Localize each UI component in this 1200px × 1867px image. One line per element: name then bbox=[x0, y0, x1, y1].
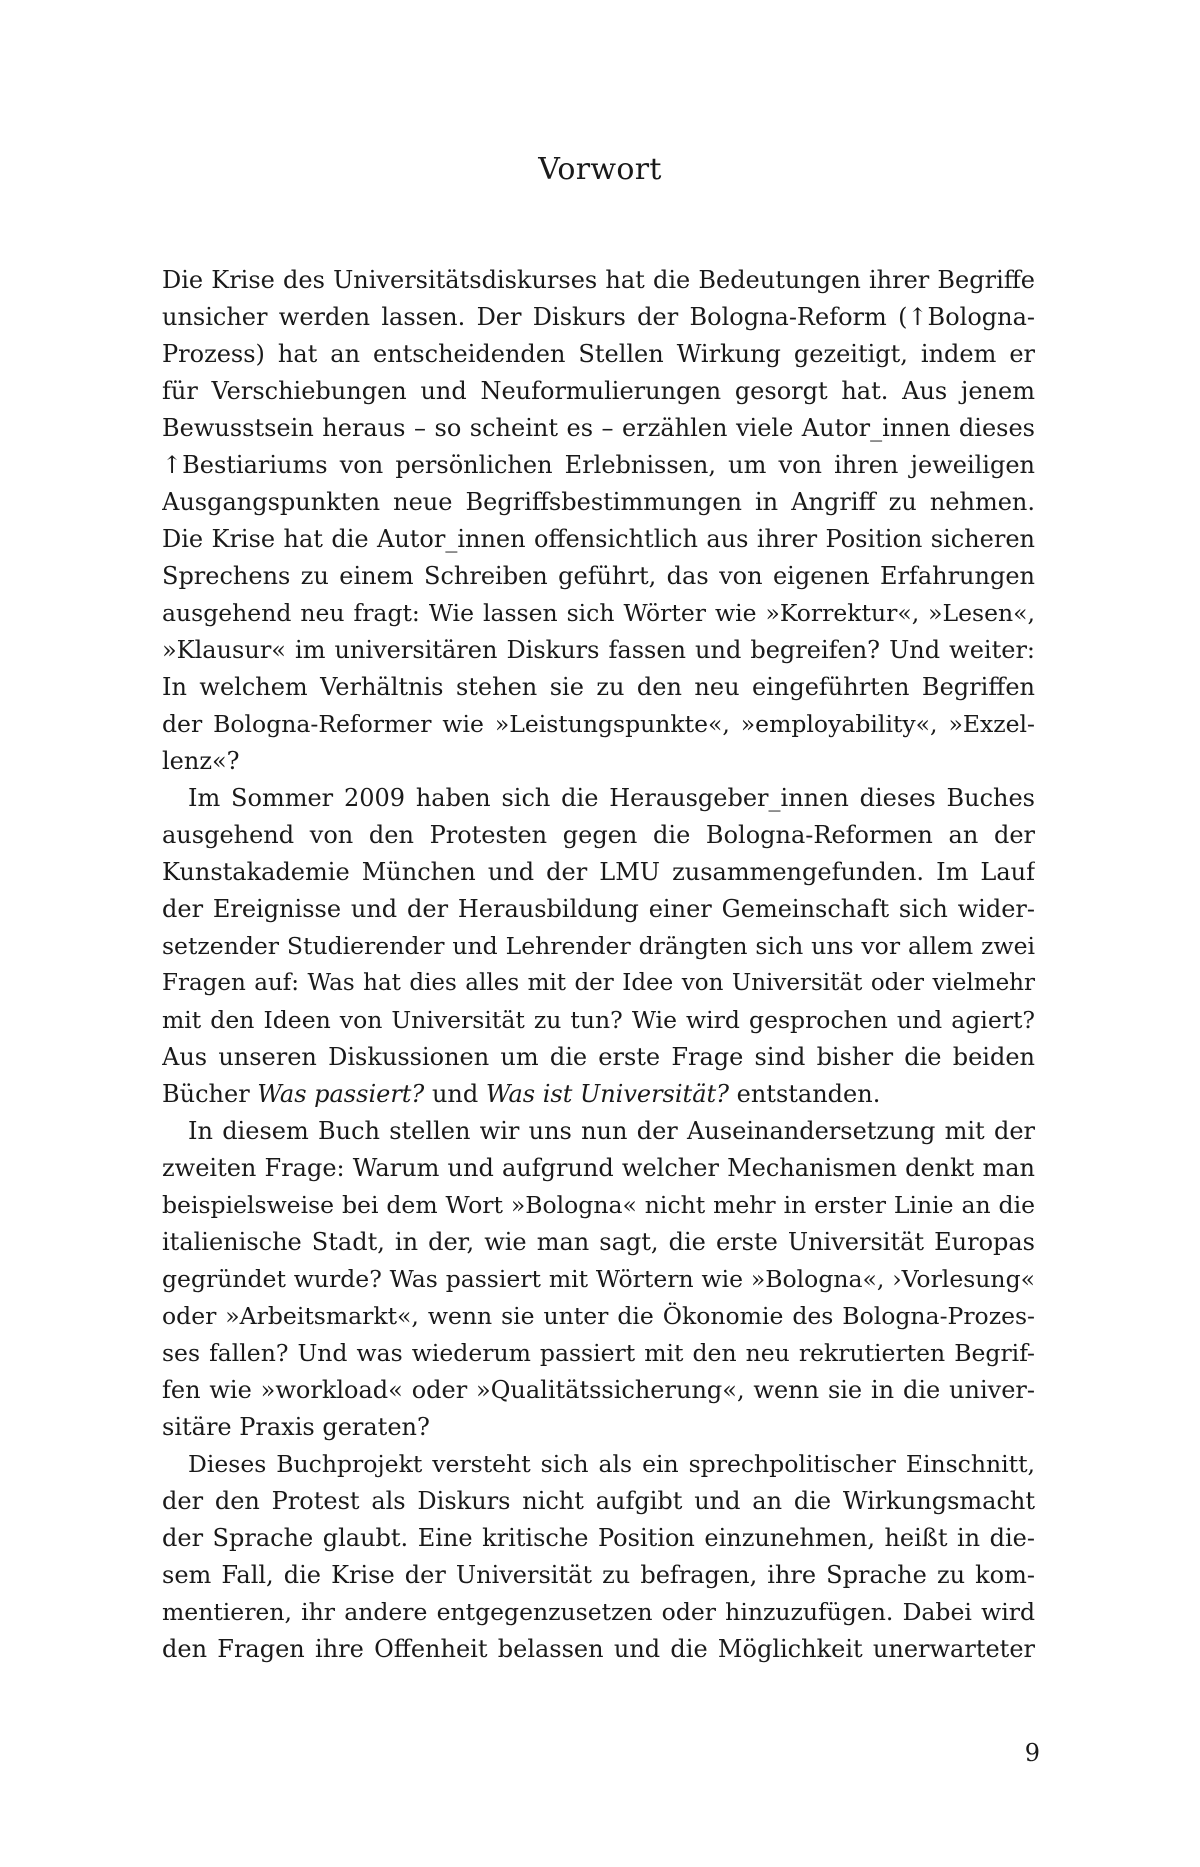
text-line: der den Protest als Diskurs nicht aufgibt und an die Wirkungsmacht bbox=[162, 1487, 1035, 1515]
text-line: zweiten Frage: Warum und aufgrund welcher Mechanismen denkt man bbox=[162, 1154, 1035, 1182]
text-line: sem Fall, die Krise der Universität zu befragen, ihre Sprache zu kom- bbox=[162, 1561, 1035, 1589]
text-line-with-titles bbox=[162, 1076, 1035, 1113]
text-line: setzender Studierender und Lehrender drängten sich uns vor allem zwei bbox=[162, 932, 1035, 960]
text-line: lenz«? bbox=[162, 747, 240, 775]
text-line: italienische Stadt, in der, wie man sagt, die erste Universität Europas bbox=[162, 1228, 1035, 1256]
text-fragment: Bücher bbox=[162, 1080, 258, 1108]
book-title: Was passiert? bbox=[257, 1080, 425, 1108]
text-line: Prozess) hat an entscheidenden Stellen Wirkung gezeitigt, indem er bbox=[162, 340, 1035, 368]
text-line: mit den Ideen von Universität zu tun? Wie wird gesprochen und agiert? bbox=[162, 1006, 1035, 1034]
text-line: den Fragen ihre Offenheit belassen und die Möglichkeit unerwarteter bbox=[162, 1635, 1035, 1663]
text-line: Ausgangspunkten neue Begriffsbestimmungen in Angriff zu nehmen. bbox=[162, 488, 1035, 516]
text-line: der Sprache glaubt. Eine kritische Position einzunehmen, heißt in die- bbox=[162, 1524, 1035, 1552]
text-line: oder »Arbeitsmarkt«, wenn sie unter die Ökonomie des Bologna-Prozes- bbox=[162, 1302, 1035, 1330]
text-line: der Bologna-Reformer wie »Leistungspunkte«, »employability«, »Exzel- bbox=[162, 710, 1035, 738]
text-line: der Ereignisse und der Herausbildung einer Gemeinschaft sich wider- bbox=[162, 895, 1035, 923]
text-line: Dieses Buchprojekt versteht sich als ein sprechpolitischer Einschnitt, bbox=[188, 1450, 1035, 1478]
text-line: Die Krise des Universitätsdiskurses hat die Bedeutungen ihrer Begriffe bbox=[162, 266, 1035, 294]
page-number: 9 bbox=[1024, 1739, 1040, 1767]
text-line: ↑Bestiariums von persönlichen Erlebnissen, um von ihren jeweiligen bbox=[162, 451, 1035, 479]
text-line: In welchem Verhältnis stehen sie zu den neu eingeführten Begriffen bbox=[162, 673, 1035, 701]
chapter-heading: Vorwort bbox=[538, 152, 662, 187]
text-line: gegründet wurde? Was passiert mit Wörtern wie »Bologna«, ›Vorlesung« bbox=[162, 1265, 1035, 1293]
text-line: Die Krise hat die Autor_innen offensichtlich aus ihrer Position sicheren bbox=[162, 525, 1035, 553]
text-fragment: und bbox=[424, 1080, 486, 1108]
text-line: sitäre Praxis geraten? bbox=[162, 1413, 430, 1441]
text-line: Sprechens zu einem Schreiben geführt, das von eigenen Erfahrungen bbox=[162, 562, 1035, 590]
text-line: Fragen auf: Was hat dies alles mit der Idee von Universität oder vielmehr bbox=[162, 970, 1035, 996]
text-line: »Klausur« im universitären Diskurs fassen und begreifen? Und weiter: bbox=[162, 636, 1035, 664]
text-line: Im Sommer 2009 haben sich die Herausgeber_innen dieses Buches bbox=[188, 784, 1035, 812]
text-line: unsicher werden lassen. Der Diskurs der Bologna-Reform (↑Bologna- bbox=[162, 303, 1035, 331]
text-line: ausgehend neu fragt: Wie lassen sich Wörter wie »Korrektur«, »Lesen«, bbox=[162, 599, 1035, 627]
text-line: Kunstakademie München und der LMU zusammengefunden. Im Lauf bbox=[162, 858, 1035, 886]
text-line: für Verschiebungen und Neuformulierungen gesorgt hat. Aus jenem bbox=[162, 377, 1035, 405]
text-line: fen wie »workload« oder »Qualitätssicherung«, wenn sie in die univer- bbox=[162, 1376, 1035, 1404]
text-line: ausgehend von den Protesten gegen die Bologna-Reformen an der bbox=[162, 821, 1035, 849]
book-title: Was ist Universität? bbox=[485, 1080, 730, 1108]
text-line: ses fallen? Und was wiederum passiert mit den neu rekrutierten Begrif- bbox=[162, 1339, 1035, 1367]
text-fragment: entstanden. bbox=[729, 1080, 881, 1108]
text-line: In diesem Buch stellen wir uns nun der Auseinandersetzung mit der bbox=[188, 1117, 1035, 1145]
text-line: mentieren, ihr andere entgegenzusetzen oder hinzuzufügen. Dabei wird bbox=[162, 1598, 1035, 1626]
text-line: Aus unseren Diskussionen um die erste Frage sind bisher die beiden bbox=[162, 1043, 1035, 1071]
text-line: Bewusstsein heraus – so scheint es – erzählen viele Autor_innen dieses bbox=[162, 414, 1035, 442]
text-line: beispielsweise bei dem Wort »Bologna« nicht mehr in erster Linie an die bbox=[162, 1191, 1035, 1219]
body-text bbox=[162, 262, 1035, 1668]
